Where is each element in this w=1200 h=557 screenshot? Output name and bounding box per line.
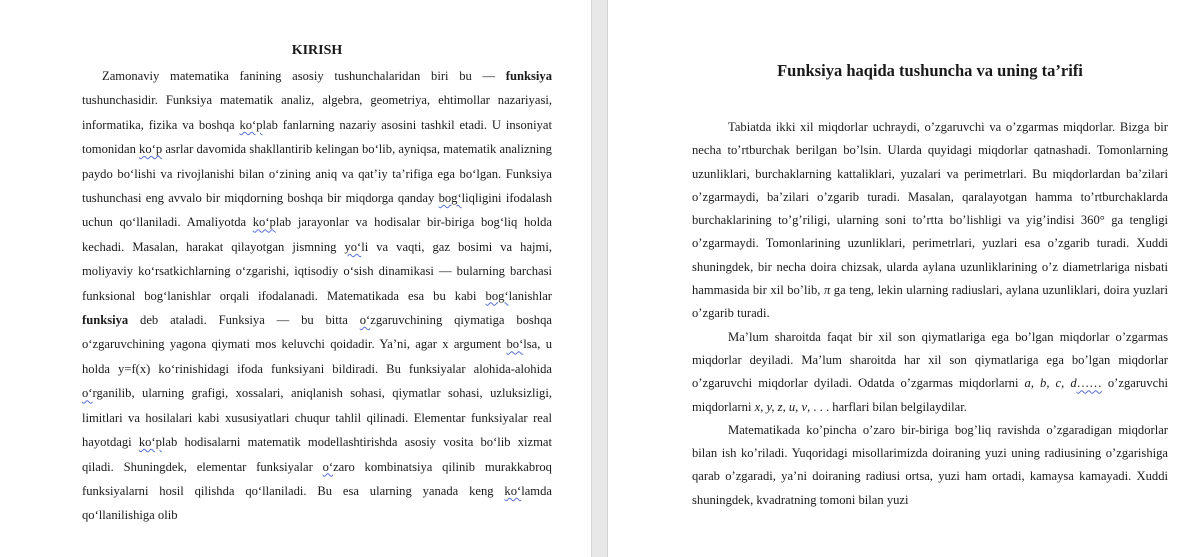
paragraph[interactable] [692, 116, 1168, 326]
text-run: lab jarayonlar va hodisalar bir-biriga bog‘liq holda kechadi. Masalan, harakat qilayotgan jismning [82, 215, 552, 254]
spellcheck-underline: o‘ [322, 459, 334, 474]
text-run: Matematikada ko’pincha o’zaro bir-biriga bog’liq ravishda o’zgaradigan miqdorlar bilan ish ko’riladi. Yuqoridagi misollarimizda doiraning yuzi uning radiusining o’zgarishiga qarab o’zgaradi, ya’ni doiraning radiusi ortsa, yuzi ham ortadi, kamaysa kamayadi. Xuddi shuningdek, kvadratning tomoni bilan yuzi [692, 422, 1168, 507]
text-run: rganilib, ularning grafigi, xossalari, aniqlanish sohasi, qiymatlar sohasi, uzluksizligi, limitlari va hosilalari kabi xususiyatlari chuqur tahlil qilinadi. Elementar funksiyalar real hayotdagi [82, 386, 552, 450]
spellcheck-underline: ko‘p [138, 435, 162, 450]
page-left [0, 0, 592, 557]
bold-term: funksiya [82, 313, 129, 328]
spellcheck-underline: bo‘ [506, 337, 524, 352]
text-run: Zamonaviy matematika fanining asosiy tushunchalaridan biri bu — [102, 69, 506, 83]
text-run: li va vaqti, gaz bosimi va hajmi, moliyaviy ko‘rsatkichlarning o‘zgarishi, iqtisodiy o‘sish dinamikasi — bularning barchasi funksional bog‘lanishlar orqali ifodalanadi. Matematikada esa bu kabi [82, 239, 552, 303]
spellcheck-underline: yo‘ [344, 239, 362, 254]
spellcheck-underline: …… [1076, 376, 1102, 391]
spellcheck-underline: ko‘p [252, 215, 276, 230]
bold-term: funksiya [505, 69, 552, 83]
paragraph[interactable] [692, 419, 1168, 512]
text-run: liqligini ifodalash uchun qo‘llaniladi. Amaliyotda [82, 191, 552, 230]
spellcheck-underline: ko‘p [239, 117, 263, 132]
spellcheck-underline: o‘ [359, 313, 371, 328]
page-right [607, 0, 1200, 557]
text-run: lab hodisalarni matematik modellashtirishda asosiy vosita bo‘lib xizmat qiladi. Shuningdek, elementar funksiyalar [82, 435, 553, 474]
text-run: deb ataladi. Funksiya — bu bitta [128, 313, 360, 328]
spellcheck-underline: ko‘ [504, 483, 522, 498]
text-run: zgaruvchining qiymatiga boshqa o‘zgaruvchining yagona qiymati mos keluvchi qoidadir. Ya’ni, agar x argument [82, 313, 552, 352]
text-run: asrlar davomida shakllantirib kelingan bo‘lib, ayniqsa, matematik analizning paydo bo‘lishi va rivojlanishi bilan o‘zining aniq va qat’iy ta’rifiga ega bo‘lgan. Funksiya tushunchasi eng avvalo bir miqdorning boshqa bir miqdorga qanday [82, 142, 552, 206]
text-run: tushunchasidir. Funksiya matematik analiz, algebra, geometriya, ehtimollar nazariyasi, informatika, fizika va boshqa [82, 93, 552, 132]
spellcheck-underline: o‘ [82, 386, 93, 401]
italic-term: a, b, c, d [1024, 376, 1077, 391]
right-page-body [692, 58, 1168, 512]
spellcheck-underline: bog‘ [438, 191, 462, 206]
text-run: zaro kombinatsiya qilinib murakkabroq funksiyalarni hosil qilishda qo‘llaniladi. Bu esa ularning yanada keng [82, 459, 552, 498]
spellcheck-underline: bog‘ [485, 288, 509, 303]
text-run: Tabiatda ikki xil miqdorlar uchraydi, o’zgaruvchi va o’zgarmas miqdorlar. Bizga bir necha to’rtburchak berilgan bo’lsin. Ularda quyidagi miqdorlar qatnashadi. Tomonlarning uzunliklari, burchaklarning kattaliklari, yuzalari va perimetrlari. Bu miqdorlardan ba’zilari o’zgarmaydi, ba’zilari o’zgarib turadi. Masalan, qaralayotgan hamma to’rtburchaklarda burchaklarining to’g’riligi, ularning soni to’rtta bo’lishligi va yig’indisi 360° ga tengligi o’zgarmaydi. Tomonlarining uzunliklari, perimetrlari, yuzlari esa o’zgarib turadi. Xuddi shuningdek, bir necha doira chizsak, ularda aylana uzunliklarining o’z diametrlariga nisbati hammasida bir xil bo’lib, [692, 120, 1168, 298]
italic-term: π [823, 283, 831, 298]
text-run: o’zgaruvchi miqdorlarni [692, 376, 1169, 414]
left-page-body [82, 38, 552, 528]
text-run: lsa, u holda y=f(x) ko‘rinishidagi ifoda funksiyani bildiradi. Bu funksiyalar alohida-alohida [82, 337, 552, 376]
text-run: lamda qo‘llanilishiga olib [82, 483, 552, 523]
page-heading-kirish: KIRISH [291, 43, 343, 58]
text-run: lanishlar [508, 288, 552, 303]
text-run: Ma’lum sharoitda faqat bir xil son qiymatlariga ega bo’lgan miqdorlar o’zgarmas miqdorlar deyiladi. Ma’lum sharoitda har xil son qiymatlariga ega bo’lgan miqdorlar o’zgaruvchi miqdorlar dyiladi. Odatda o’zgarmas miqdorlarni [692, 329, 1168, 391]
text-run: lab fanlarning nazariy asosini tashkil etadi. U insoniyat tomonidan [82, 117, 552, 157]
paragraph[interactable] [692, 326, 1168, 419]
page-heading-funksiya: Funksiya haqida tushuncha va uning ta’rifi [777, 61, 1083, 80]
text-run: , . . . harflari bilan belgilaydilar. [807, 399, 967, 414]
text-run: ga teng, lekin ularning radiuslari, aylana uzunliklari, doira yuzlari o’zgarib turadi. [692, 283, 1168, 321]
italic-term: x, y, z, u, v [754, 399, 808, 414]
paragraph[interactable] [82, 64, 552, 528]
spellcheck-underline: ko‘p [139, 142, 163, 157]
